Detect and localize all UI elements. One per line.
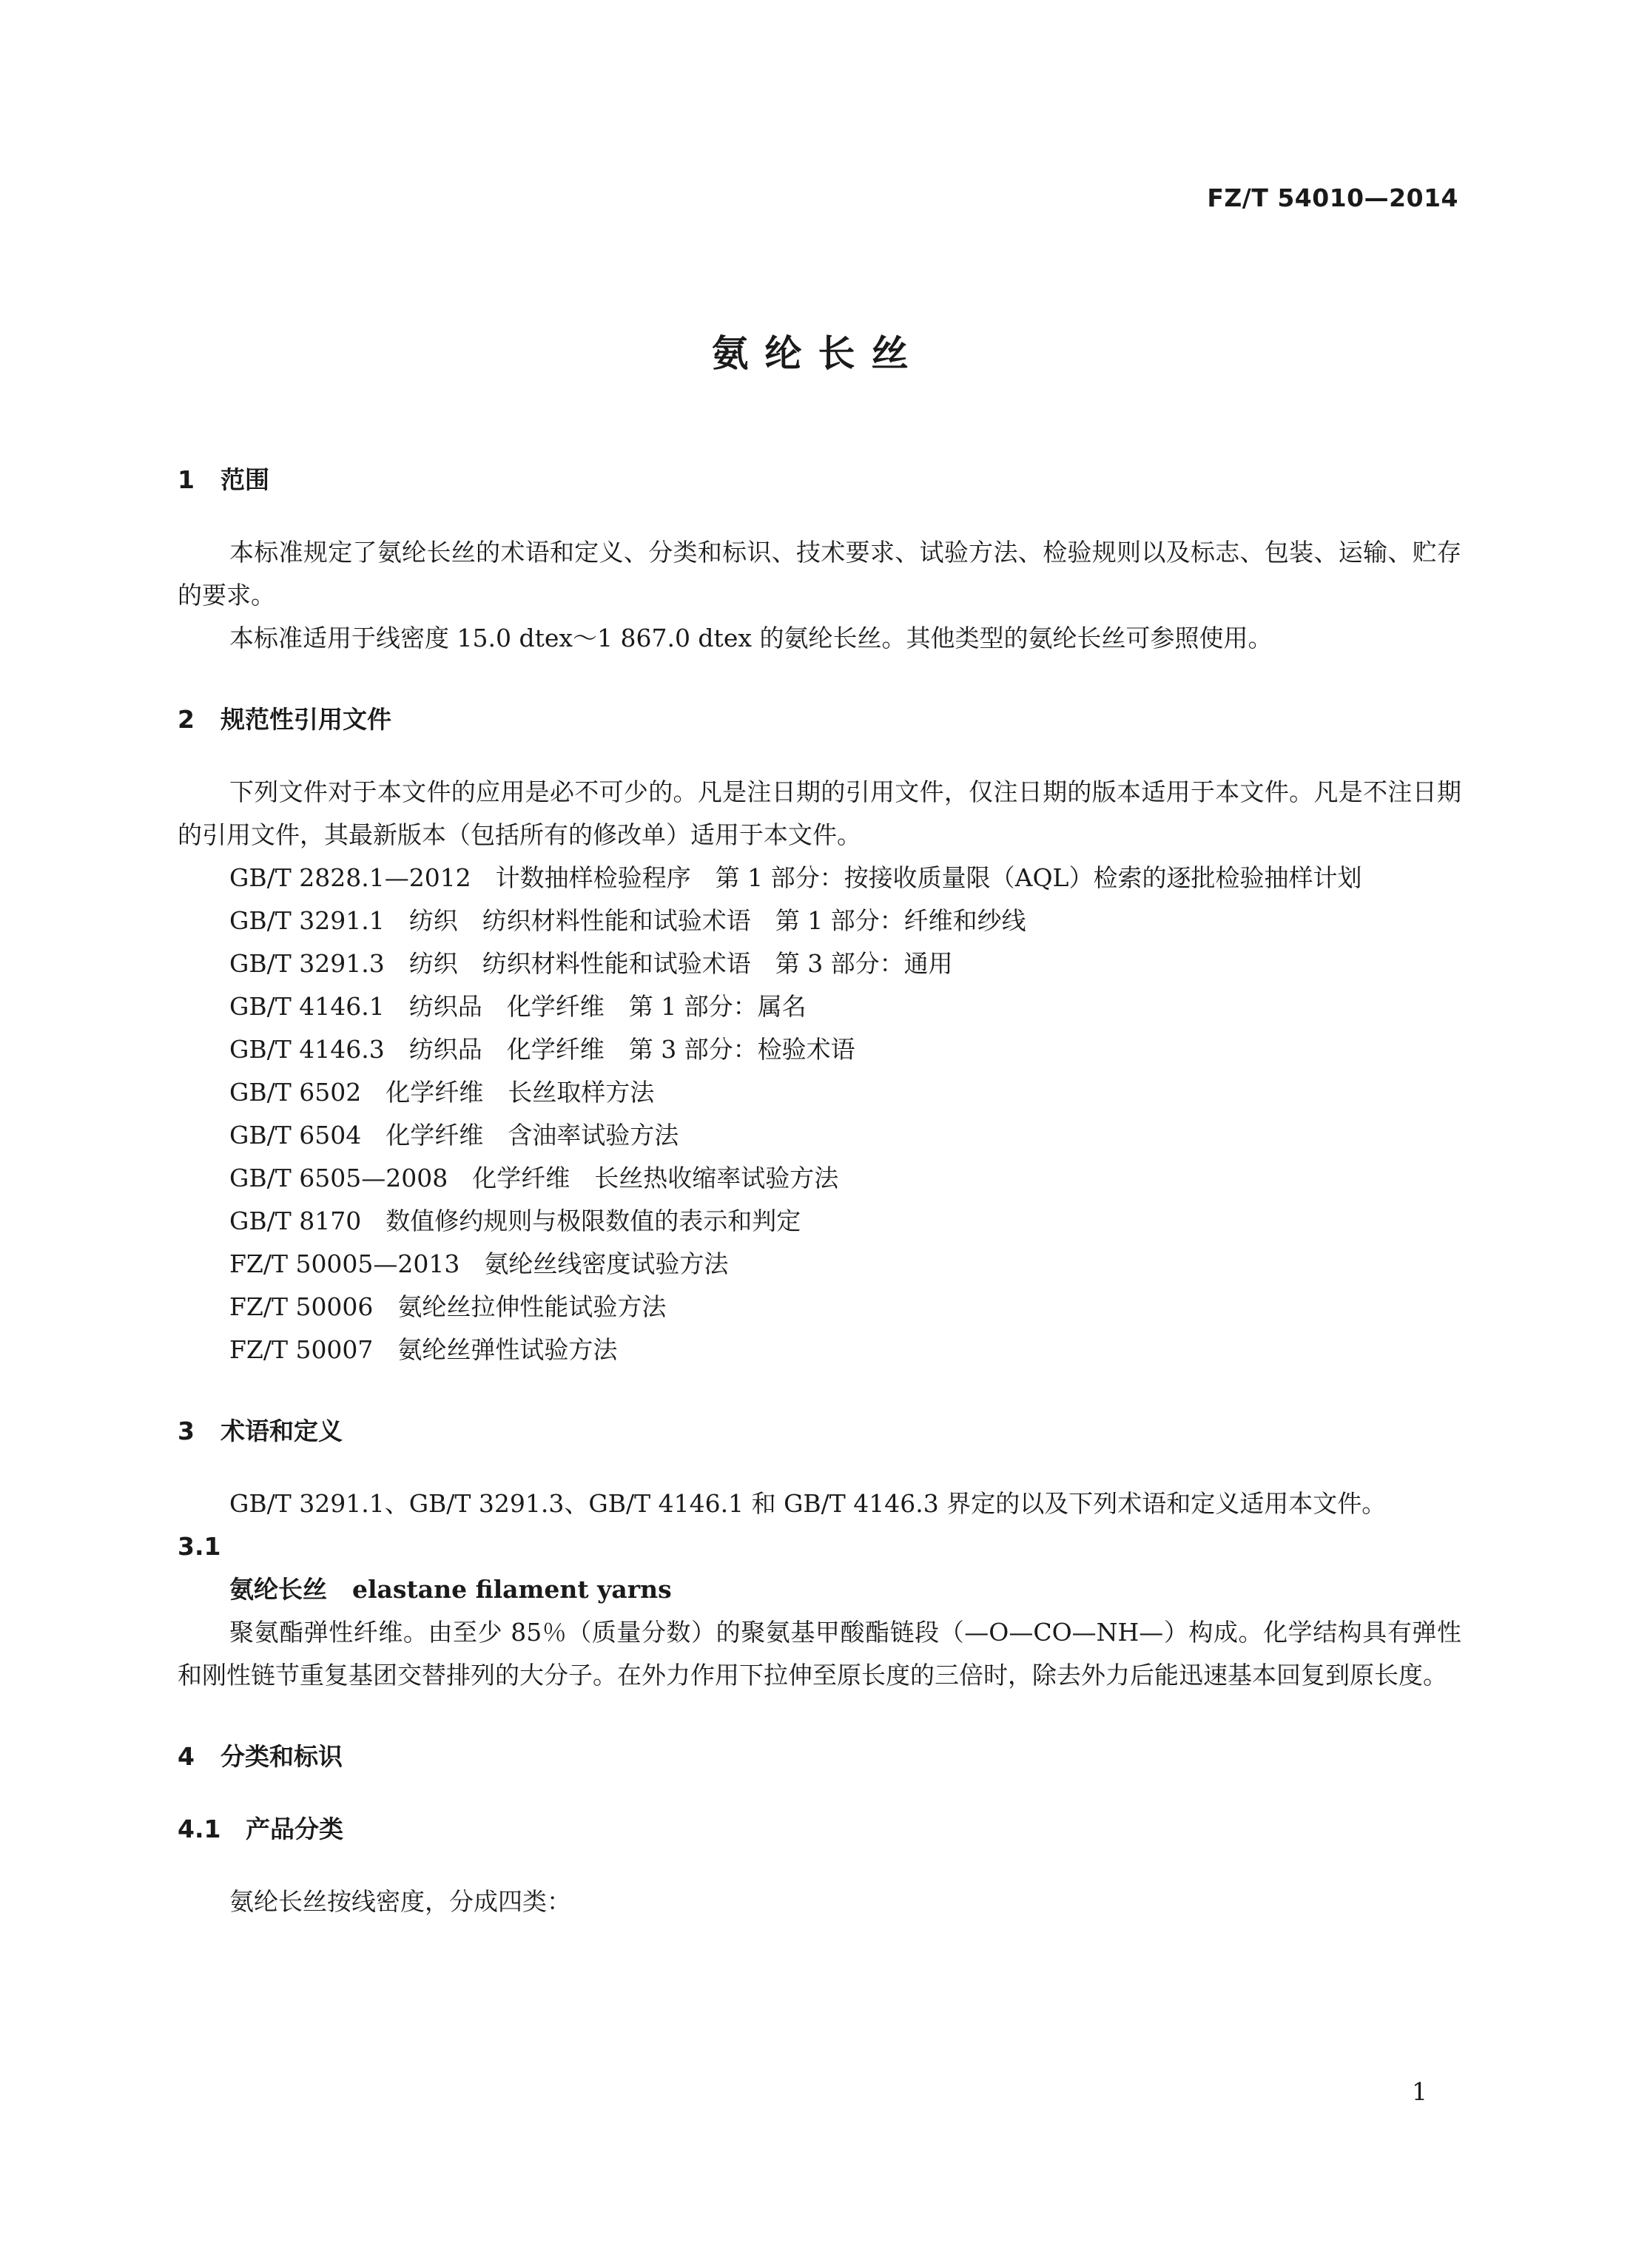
- section-heading-scope: [178, 459, 1461, 502]
- section-number: 3: [178, 1417, 195, 1445]
- subsection-title: 产品分类: [246, 1815, 343, 1843]
- reference-item: GB/T 6502 化学纤维 长丝取样方法: [229, 1078, 655, 1107]
- reference-item: GB/T 6505—2008 化学纤维 长丝热收缩率试验方法: [229, 1164, 839, 1192]
- section-title: 范围: [221, 465, 269, 494]
- subsection-number: 4.1: [178, 1815, 221, 1843]
- term-entry: [178, 1568, 1461, 1611]
- section-heading-terms-definitions: [178, 1410, 1461, 1453]
- section-number: 4: [178, 1742, 195, 1771]
- paragraph: 本标准规定了氨纶长丝的术语和定义、分类和标识、技术要求、试验方法、检验规则以及标志、包装、运输、贮存的要求。: [178, 538, 1461, 610]
- subsection-heading-product-classification: [178, 1808, 1461, 1851]
- paragraph: 氨纶长丝按线密度，分成四类：: [229, 1887, 571, 1916]
- reference-item: GB/T 4146.1 纺织品 化学纤维 第 1 部分：属名: [229, 992, 807, 1021]
- paragraph: 下列文件对于本文件的应用是必不可少的。凡是注日期的引用文件，仅注日期的版本适用于本文件。凡是不注日期的引用文件，其最新版本（包括所有的修改单）适用于本文件。: [178, 777, 1461, 849]
- reference-item: GB/T 3291.1 纺织 纺织材料性能和试验术语 第 1 部分：纤维和纱线: [229, 906, 1026, 935]
- term-english: elastane filament yarns: [352, 1575, 672, 1604]
- document-body: [178, 459, 1461, 1923]
- paragraph: GB/T 3291.1、GB/T 3291.3、GB/T 4146.1 和 GB/T 4146.3 界定的以及下列术语和定义适用本文件。: [229, 1489, 1387, 1518]
- section-title: 分类和标识: [221, 1742, 343, 1771]
- section-number: 1: [178, 465, 195, 494]
- section-heading-normative-references: [178, 698, 1461, 741]
- section-heading-classification: [178, 1735, 1461, 1778]
- page-number: 1: [1412, 2077, 1427, 2106]
- section-number: 2: [178, 705, 195, 734]
- reference-item: GB/T 3291.3 纺织 纺织材料性能和试验术语 第 3 部分：通用: [229, 949, 953, 978]
- reference-item: GB/T 6504 化学纤维 含油率试验方法: [229, 1121, 679, 1150]
- reference-item: FZ/T 50006 氨纶丝拉伸性能试验方法: [229, 1292, 667, 1321]
- standard-code: FZ/T 54010—2014: [1207, 183, 1458, 212]
- reference-item: GB/T 4146.3 纺织品 化学纤维 第 3 部分：检验术语: [229, 1035, 855, 1064]
- section-title: 规范性引用文件: [221, 705, 391, 734]
- document-title: 氨纶长丝: [711, 332, 925, 375]
- section-title: 术语和定义: [221, 1417, 343, 1445]
- reference-item: GB/T 8170 数值修约规则与极限数值的表示和判定: [229, 1206, 801, 1235]
- reference-item: FZ/T 50005—2013 氨纶丝线密度试验方法: [229, 1249, 729, 1278]
- reference-item: FZ/T 50007 氨纶丝弹性试验方法: [229, 1335, 618, 1364]
- reference-item: GB/T 2828.1—2012 计数抽样检验程序 第 1 部分：按接收质量限（AQL）检索的逐批检验抽样计划: [229, 863, 1362, 892]
- term-chinese: 氨纶长丝: [229, 1575, 327, 1604]
- term-number: 3.1: [178, 1532, 221, 1561]
- term-definition: 聚氨酯弹性纤维。由至少 85％（质量分数）的聚氨基甲酸酯链段（—O—CO—NH—）构成。化学结构具有弹性和刚性链节重复基团交替排列的大分子。在外力作用下拉伸至原长度的三倍时，除去外力后能迅速基本回复到原长度。: [178, 1618, 1461, 1690]
- paragraph: 本标准适用于线密度 15.0 dtex～1 867.0 dtex 的氨纶长丝。其他类型的氨纶长丝可参照使用。: [229, 624, 1273, 652]
